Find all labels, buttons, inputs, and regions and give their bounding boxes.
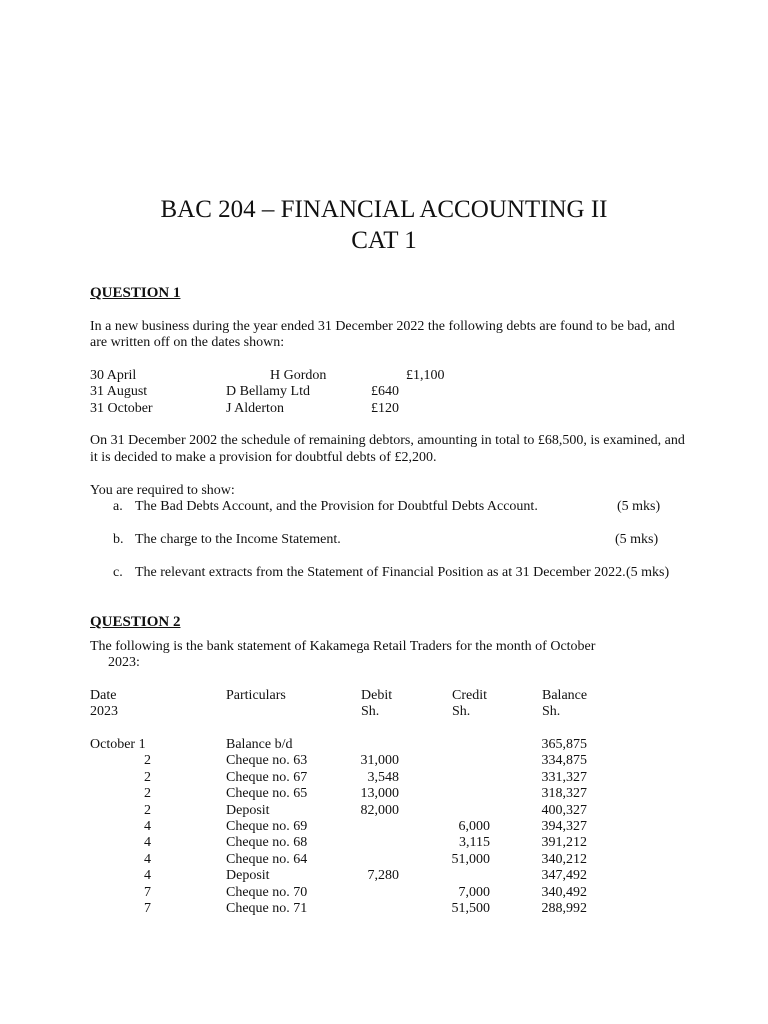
debt-amount: £640: [371, 384, 399, 399]
cell-credit: 3,115: [459, 835, 490, 850]
debt-name: H Gordon: [270, 368, 327, 383]
column-header-credit: Credit: [452, 688, 487, 703]
q1-item-label: c.: [113, 565, 123, 580]
q1-item-text: The charge to the Income Statement.: [135, 532, 341, 547]
cell-date: 4: [144, 852, 151, 867]
cell-balance: 331,327: [541, 770, 587, 785]
debt-name: D Bellamy Ltd: [226, 384, 310, 399]
cell-credit: 51,500: [451, 901, 490, 916]
debt-amount: £120: [371, 401, 399, 416]
cell-particulars: Deposit: [226, 803, 270, 818]
cell-balance: 334,875: [541, 753, 587, 768]
q1-item-marks: (5 mks): [617, 499, 661, 514]
column-header-credit-unit: Sh.: [452, 704, 471, 719]
cell-debit: 82,000: [360, 803, 399, 818]
cell-balance: 365,875: [541, 737, 587, 752]
cell-balance: 288,992: [541, 901, 587, 916]
column-header-year: 2023: [90, 704, 118, 719]
cell-particulars: Balance b/d: [226, 737, 293, 752]
cell-balance: 340,212: [541, 852, 587, 867]
q1-item-text: The Bad Debts Account, and the Provision for Doubtful Debts Account.: [135, 499, 538, 514]
document-subtitle: CAT 1: [351, 227, 417, 254]
q2-intro-line-2: 2023:: [108, 655, 140, 670]
q1-item-label: b.: [113, 532, 124, 547]
cell-date: October 1: [90, 737, 146, 752]
document-title: BAC 204 – FINANCIAL ACCOUNTING II: [160, 196, 608, 223]
cell-credit: 51,000: [451, 852, 490, 867]
debt-date: 31 October: [90, 401, 153, 416]
q2-intro-line-1: The following is the bank statement of Kakamega Retail Traders for the month of October: [90, 639, 596, 654]
cell-date: 4: [144, 868, 151, 883]
cell-balance: 347,492: [541, 868, 587, 883]
q1-item-marks: (5 mks): [626, 565, 670, 580]
q1-item-marks: (5 mks): [615, 532, 659, 547]
cell-date: 4: [144, 835, 151, 850]
cell-date: 2: [144, 786, 151, 801]
cell-particulars: Cheque no. 64: [226, 852, 308, 867]
column-header-balance: Balance: [542, 688, 588, 703]
column-header-particulars: Particulars: [226, 688, 286, 703]
cell-balance: 318,327: [541, 786, 587, 801]
cell-date: 2: [144, 803, 151, 818]
cell-debit: 7,280: [367, 868, 399, 883]
cell-particulars: Cheque no. 65: [226, 786, 308, 801]
cell-debit: 13,000: [360, 786, 399, 801]
cell-particulars: Cheque no. 63: [226, 753, 308, 768]
q1-item-text: The relevant extracts from the Statement of Financial Position as at 31 December 2022.: [135, 565, 626, 580]
cell-date: 2: [144, 770, 151, 785]
cell-debit: 31,000: [360, 753, 399, 768]
cell-balance: 340,492: [541, 885, 587, 900]
cell-particulars: Cheque no. 67: [226, 770, 308, 785]
q1-intro-line-1: In a new business during the year ended 31 December 2022 the following debts are found to be bad, and: [90, 319, 675, 334]
cell-balance: 394,327: [541, 819, 587, 834]
cell-particulars: Cheque no. 69: [226, 819, 308, 834]
column-header-debit-unit: Sh.: [361, 704, 380, 719]
debt-amount: £1,100: [406, 368, 445, 383]
q1-para-2-line-1: On 31 December 2002 the schedule of remaining debtors, amounting in total to £68,500, is examined, and: [90, 433, 685, 448]
q1-required-label: You are required to show:: [90, 483, 235, 498]
cell-date: 4: [144, 819, 151, 834]
cell-particulars: Cheque no. 68: [226, 835, 308, 850]
question-1-heading: QUESTION 1: [90, 285, 181, 301]
debt-date: 30 April: [90, 368, 137, 383]
debt-name: J Alderton: [226, 401, 284, 416]
cell-debit: 3,548: [367, 770, 399, 785]
q1-para-2-line-2: it is decided to make a provision for doubtful debts of £2,200.: [90, 450, 437, 465]
cell-particulars: Deposit: [226, 868, 270, 883]
column-header-date: Date: [90, 688, 117, 703]
column-header-debit: Debit: [361, 688, 393, 703]
q1-intro-line-2: are written off on the dates shown:: [90, 335, 285, 350]
cell-particulars: Cheque no. 70: [226, 885, 308, 900]
cell-particulars: Cheque no. 71: [226, 901, 308, 916]
cell-credit: 6,000: [458, 819, 490, 834]
q1-item-label: a.: [113, 499, 123, 514]
cell-date: 7: [144, 901, 151, 916]
cell-date: 7: [144, 885, 151, 900]
cell-balance: 391,212: [541, 835, 587, 850]
debt-date: 31 August: [90, 384, 148, 399]
cell-balance: 400,327: [541, 803, 587, 818]
question-2-heading: QUESTION 2: [90, 614, 181, 630]
cell-date: 2: [144, 753, 151, 768]
column-header-balance-unit: Sh.: [542, 704, 561, 719]
cell-credit: 7,000: [458, 885, 490, 900]
